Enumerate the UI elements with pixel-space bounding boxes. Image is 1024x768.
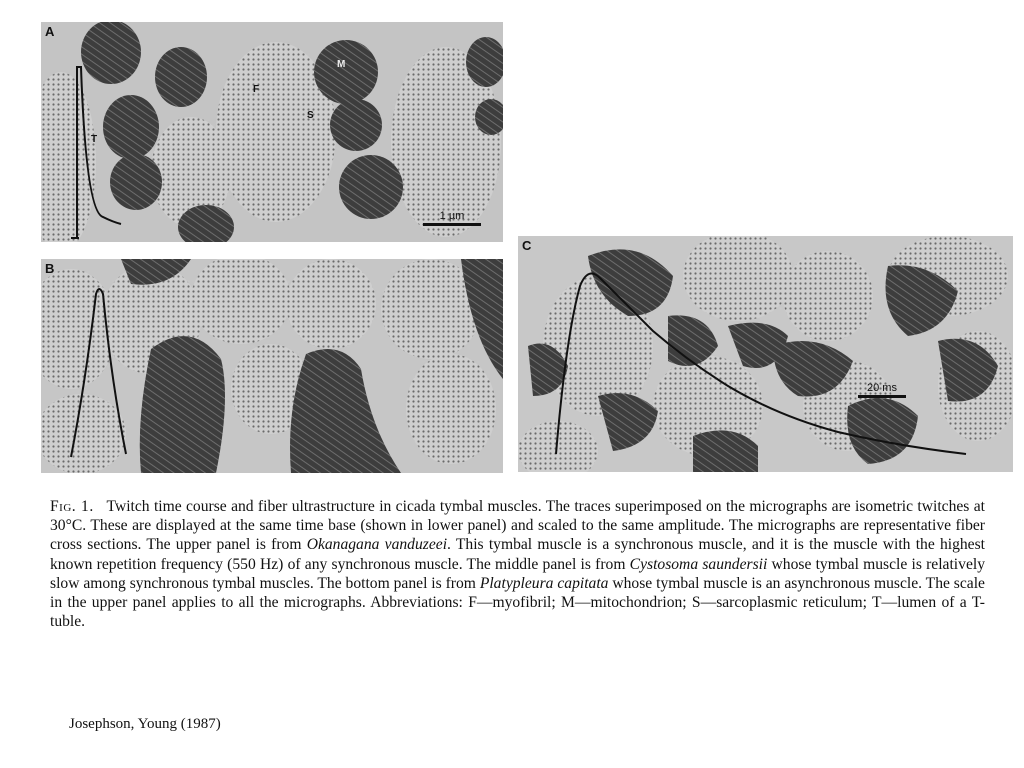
caption-text-1: Twitch time course and fiber ultrastructure in cicada tymbal muscles. The traces superimposed on the micrographs are isometric twitches at 30°C. These are displayed at the same time base (shown in lower panel) and scaled to the same amplitude. The micrographs are representative fiber cross sections. The upper panel is from: [50, 498, 985, 554]
caption-text-4: whose tymbal muscle is an asynchronous muscle. The scale in the upper panel applies to all the micrographs. Abbreviations: F—myofibril; M—mitochondrion; S—sarcoplasmic reticulum; T—lumen of a T-tuble.: [50, 574, 985, 631]
panel-letter-a: A: [45, 24, 55, 39]
label-m: M: [337, 59, 346, 70]
scale-bar-1um: [423, 210, 481, 226]
caption-species-3: Platypleura capitata: [479, 574, 609, 592]
label-t: T: [91, 134, 98, 145]
scale-label-20ms: 20 ms: [867, 382, 897, 394]
caption-species-2: Cystosoma saundersii: [629, 555, 768, 573]
label-f: F: [253, 84, 260, 95]
micrograph-panel-c: [518, 236, 1013, 472]
figure-label: Fig. 1.: [50, 498, 94, 515]
panel-letter-b: B: [45, 261, 55, 276]
figure-caption: [50, 497, 985, 631]
scale-bar-20ms: [858, 382, 906, 398]
micrograph-c-image: [518, 236, 1013, 472]
caption-text-2: . This tymbal muscle is a synchronous muscle, and it is the muscle with the highest known repetition frequency (550 Hz) of any synchronous muscle. The middle panel is from: [50, 536, 986, 573]
caption-species-1: Okanagana vanduzeei: [306, 536, 448, 554]
caption-text-3: whose tymbal muscle is relatively slow among synchronous tymbal muscles. The bottom panel is from: [50, 555, 985, 592]
citation: Josephson, Young (1987): [69, 716, 221, 732]
micrograph-a-image: [41, 22, 503, 242]
micrograph-b-image: [41, 259, 503, 473]
micrograph-panel-b: [41, 259, 503, 473]
label-s: S: [307, 110, 314, 121]
micrograph-panel-a: [41, 22, 503, 242]
scale-label-1um: 1 µm: [439, 210, 465, 222]
panel-letter-c: C: [522, 238, 532, 253]
